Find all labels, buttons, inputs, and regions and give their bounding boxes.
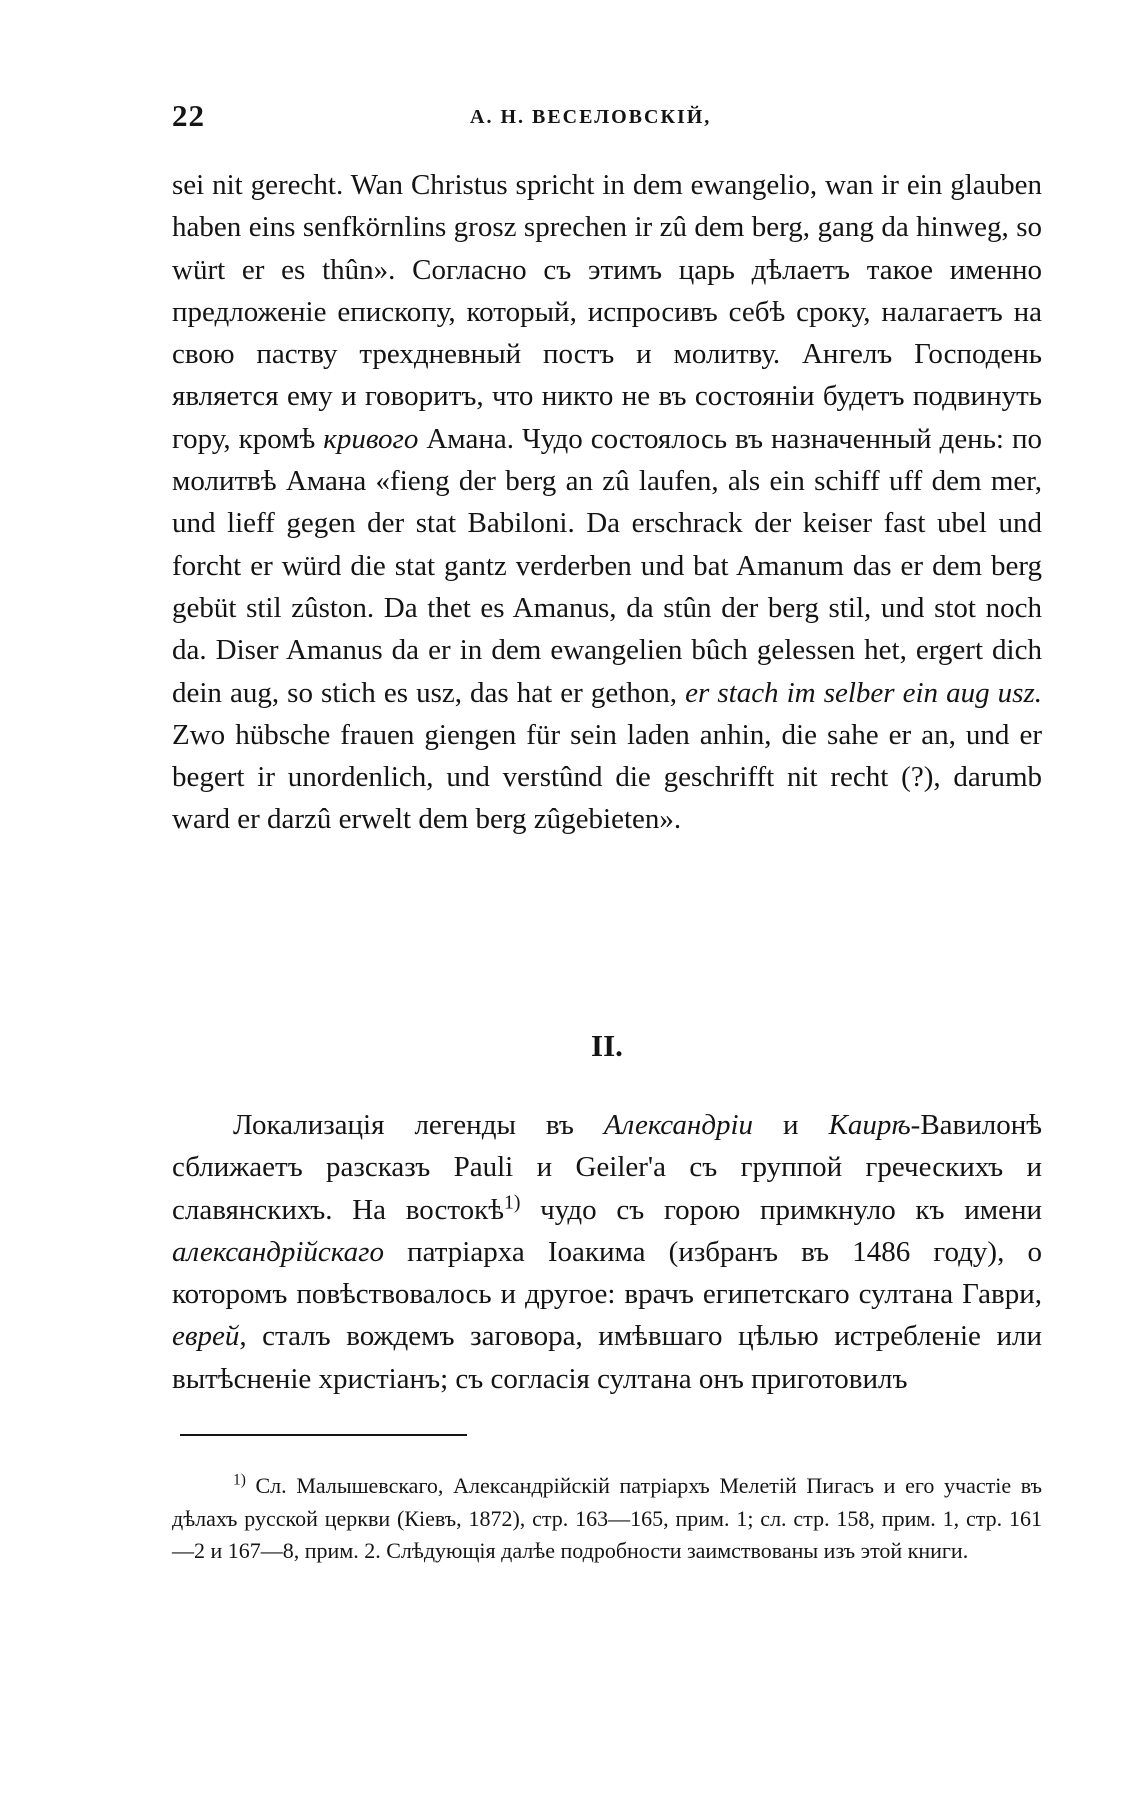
paragraph-2-text-f: , сталъ вождемъ заговора, имѣвшаго цѣлью истребленіе или вытѣсненіе христіанъ; съ согласія султана онъ приготовилъ	[172, 1320, 1042, 1395]
paragraph-2-text-d: чудо съ горою примкнуло къ имени	[520, 1193, 1042, 1226]
running-title: А. Н. ВЕСЕЛОВСКІЙ,	[470, 106, 712, 128]
running-head	[172, 98, 1042, 138]
paragraph-1	[172, 164, 1042, 841]
paragraph-2-italic-c: александрійскаго	[172, 1235, 384, 1268]
paragraph-2	[172, 1104, 1042, 1400]
section-heading: II.	[591, 1028, 623, 1063]
footnote	[172, 1470, 1042, 1568]
paragraph-2-text-c: -Вавилонѣ сближаетъ разсказъ Pauli и Geiler'а съ группой греческихъ и славянскихъ. На востокѣ	[172, 1109, 1042, 1226]
paragraph-2-italic-d: еврей	[172, 1320, 240, 1353]
footnote-body: Сл. Малышевскаго, Александрійскій патріархъ Мелетій Пигасъ и его участіе въ дѣлахъ русской церкви (Кіевъ, 1872), стр. 163—165, прим. 1; сл. стр. 158, прим. 1, стр. 161—2 и 167—8, прим. 2. Слѣдующія далѣе подробности заимствованы изъ этой книги.	[172, 1473, 1042, 1563]
paragraph-2-text-a: Локализація легенды въ	[233, 1109, 604, 1141]
paragraph-2-italic-a: Александріи	[603, 1109, 754, 1141]
paragraph-1-text-c: Zwo hübsche frauen giengen für sein laden anhin, die sahe er an, und er begert ir unordenlich, und verstûnd die geschrifft nit recht (?), darumb ward er darzû erwelt dem berg zûgebieten».	[172, 718, 1042, 836]
footnote-text	[172, 1470, 1042, 1568]
page-number: 22	[172, 98, 205, 133]
paragraph-1-text-a: sei nit gerecht. Wan Christus spricht in dem ewangelio, wan ir ein glauben haben eins senfkörnlins grosz sprechen ir zû dem berg, gang da hinweg, so würt er es thûn». Согласно съ этимъ царь дѣлаетъ такое именно предложеніе епископу, который, испросивъ себѣ сроку, налагаетъ на свою паству трехдневный постъ и молитву. Ангелъ Господень является ему и говоритъ, что никто не въ состояніи будетъ подвинуть гору, кромѣ	[172, 169, 1042, 455]
paragraph-2-text-b: и	[753, 1109, 829, 1141]
paragraph-1-italic-b: er stach im selber ein aug usz.	[685, 676, 1043, 709]
footnote-reference[interactable]: 1)	[503, 1190, 521, 1213]
footnote-marker: 1)	[233, 1471, 246, 1489]
paragraph-1-italic-a: кривого	[323, 422, 419, 455]
footnote-divider	[180, 1434, 467, 1436]
paragraph-2-text-e: патріарха Іоакима (избранъ въ 1486 году), о которомъ повѣствовалось и другое: врачъ египетскаго султана Гаври,	[172, 1235, 1042, 1311]
paragraph-1-text-b: Амана. Чудо состоялось въ назначенный день: по молитвѣ Амана «fieng der berg an zû laufen, als ein schiff uff dem mer, und lieff gegen der stat Babiloni. Da erschrack der keiser fast ubel und forcht er würd die stat gantz verderben und bat Amanum das er dem berg gebüt stil zûston. Da thet es Amanus, da stûn der berg stil, und stot noch da. Diser Amanus da er in dem ewangelien bûch gelessen het, ergert dich dein aug, so stich es usz, das hat er gethon,	[172, 422, 1042, 709]
paragraph-1-text	[172, 164, 1042, 841]
paragraph-2-italic-b: Каирѣ	[828, 1109, 911, 1141]
paragraph-2-text	[172, 1104, 1042, 1400]
